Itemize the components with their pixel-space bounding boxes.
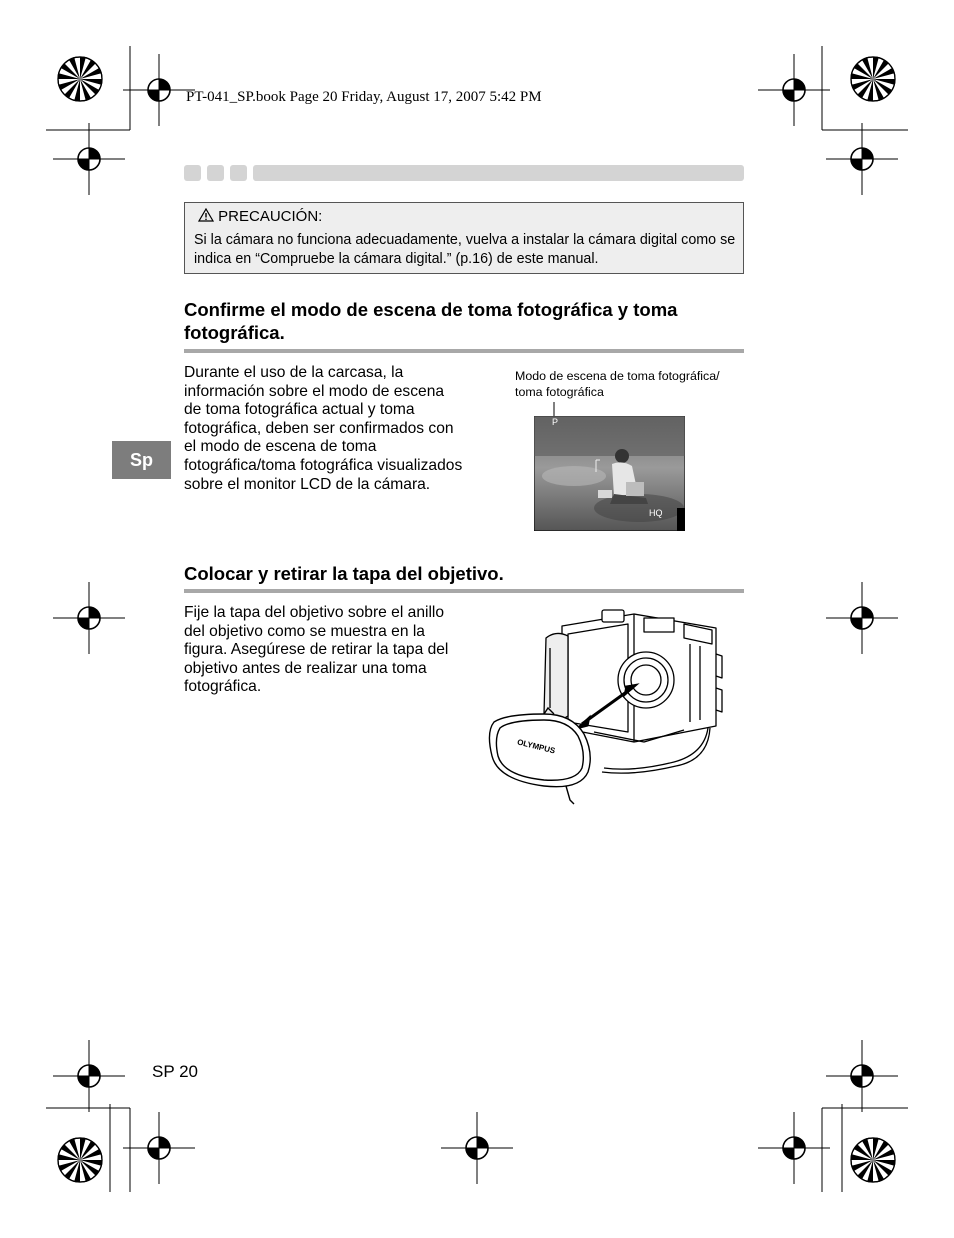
lens-cap-brand: OLYMPUS <box>516 737 557 756</box>
caption-leader-line <box>553 402 555 416</box>
header-bar-segment <box>184 165 201 181</box>
registration-star-bottom-left <box>58 1138 102 1182</box>
heading-rule <box>184 349 744 353</box>
header-bar-segment <box>207 165 224 181</box>
section-heading-lens-cap: Colocar y retirar la tapa del objetivo. <box>184 563 504 584</box>
language-tab: Sp <box>112 441 171 479</box>
caution-title: PRECAUCIÓN: <box>218 208 323 225</box>
page-number: SP 20 <box>152 1062 199 1081</box>
caution-text: Si la cámara no funciona adecuadamente, vuelva a instalar la cámara digital como se indica en “Compruebe la cámara digital.” (p.16) de este manual. <box>194 232 736 267</box>
heading-rule <box>184 589 744 593</box>
registration-star-top-left <box>58 57 102 101</box>
lcd-mode-indicator: P <box>552 417 559 427</box>
figure-caption: Modo de escena de toma fotográfica/ toma fotográfica <box>515 369 720 399</box>
warning-triangle-icon <box>198 208 214 222</box>
lcd-quality-indicator: HQ <box>649 508 663 518</box>
lcd-monitor-image <box>534 416 685 531</box>
header-bar <box>253 165 744 181</box>
section-body-lens-cap: Fije la tapa del objetivo sobre el anillo del objetivo como se muestra en la figura. Asegúrese de retirar la tapa del objetivo antes de realizar una toma fotográfica. <box>184 604 449 696</box>
print-info-line: PT-041_SP.book Page 20 Friday, August 17, 2007 5:42 PM <box>186 89 542 105</box>
section-heading-scene-mode: Confirme el modo de escena de toma fotográfica y toma fotográfica. <box>184 299 678 343</box>
registration-star-top-right <box>851 57 895 101</box>
section-body-scene-mode: Durante el uso de la carcasa, la información sobre el modo de escena de toma fotográfica actual y toma fotográfica, deben ser confirmados con el modo de escena de toma fotográfica/toma fotográfica visualizados sobre el monitor LCD de la cámara. <box>184 364 463 493</box>
caution-box <box>184 202 744 274</box>
registration-star-bottom-right <box>851 1138 895 1182</box>
header-bar-segment <box>230 165 247 181</box>
housing-lens-cap-illustration <box>484 604 724 809</box>
